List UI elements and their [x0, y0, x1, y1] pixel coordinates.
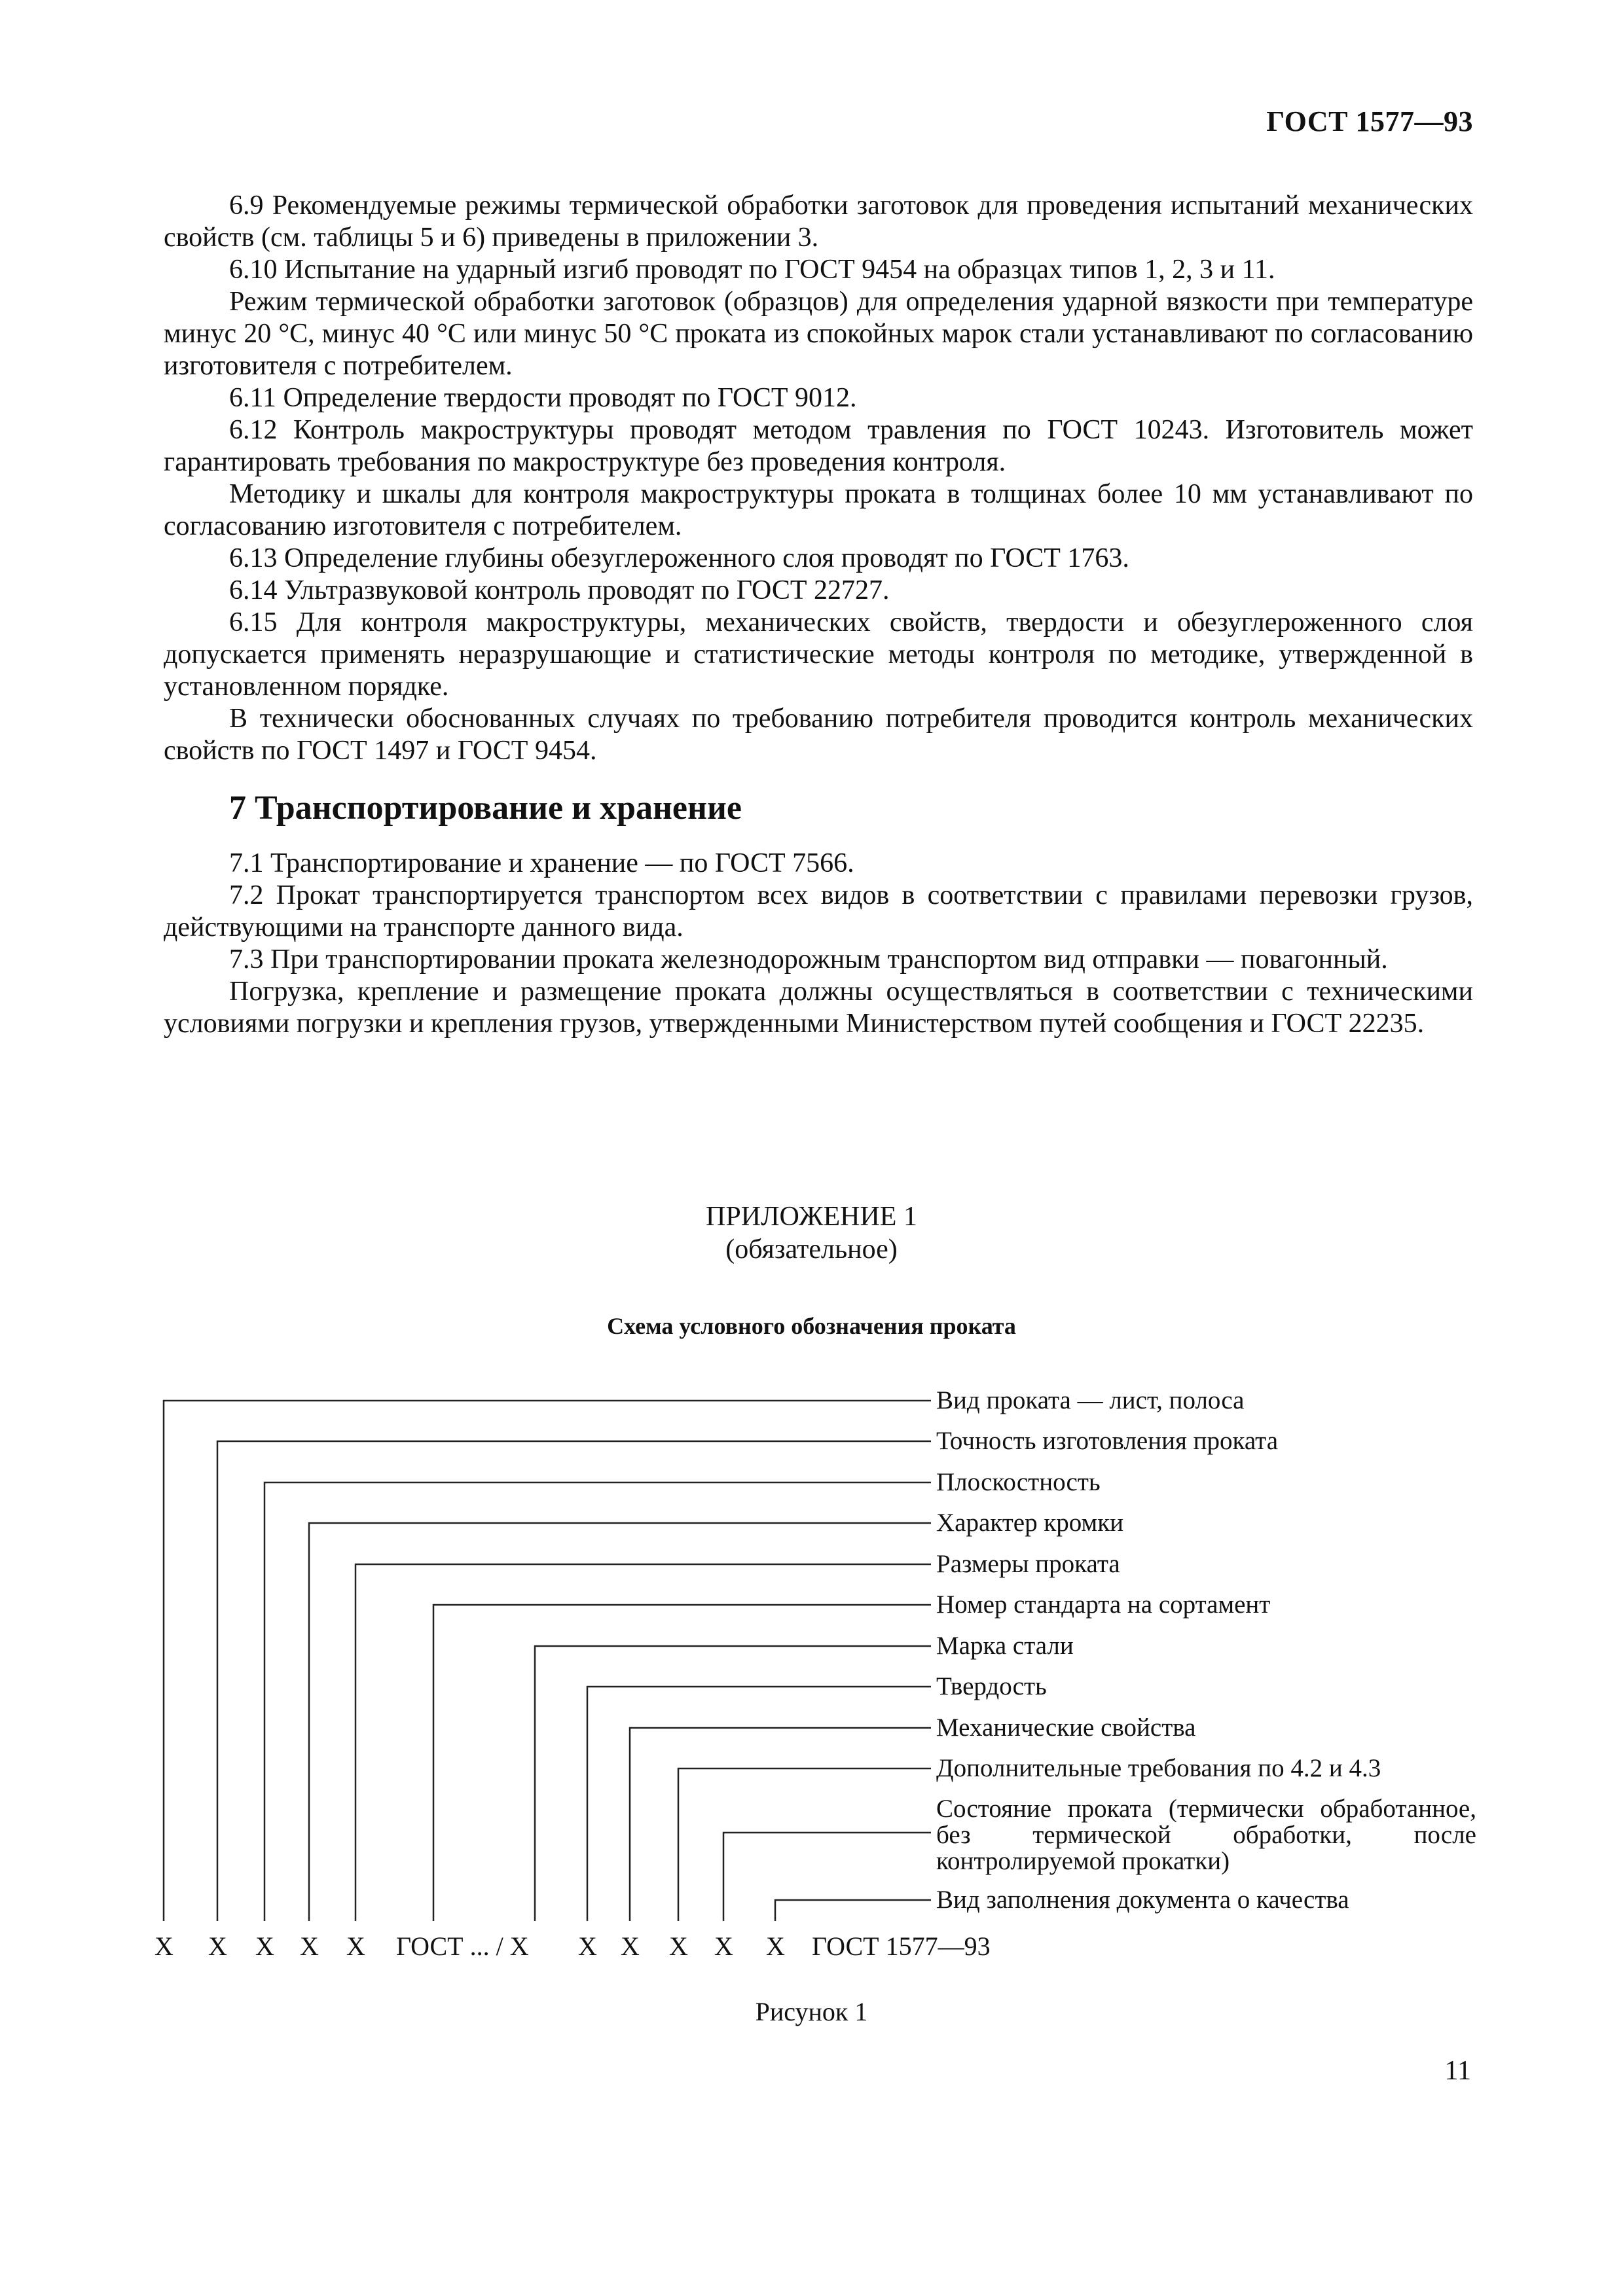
scheme-label: Механические свойства — [936, 1713, 1196, 1742]
code-token: Х — [621, 1931, 640, 1961]
paragraph: 6.12 Контроль макроструктуры проводят методом травления по ГОСТ 10243. Изготовитель может гарантировать требования по макроструктуре без проведения контроля. — [164, 415, 1473, 477]
paragraph: Методику и шкалы для контроля макроструктуры проката в толщинах более 10 мм устанавливают по согласованию изготовителя с потребителем. — [164, 479, 1473, 541]
code-token: Х — [208, 1931, 227, 1961]
paragraph: 7.1 Транспортирование и хранение — по ГОСТ 7566. — [229, 848, 854, 878]
paragraph: Режим термической обработки заготовок (образцов) для определения ударной вязкости при температуре минус 20 °С, минус 40 °С или минус 50 °С проката из спокойных марок стали устанавливают по согласованию изготовителя с потребителем. — [164, 287, 1473, 381]
code-token: Х — [300, 1931, 319, 1961]
figure-caption: Рисунок 1 — [755, 1997, 868, 2026]
scheme-connector — [356, 1564, 931, 1921]
paragraph: 7.2 Прокат транспортируется транспортом всех видов в соответствии с правилами перевозки грузов, действующими на транспорте данного вида. — [164, 880, 1473, 942]
code-token: ГОСТ ... / Х — [396, 1931, 529, 1961]
scheme-label: Характер кромки — [936, 1509, 1124, 1537]
scheme-connector — [217, 1441, 931, 1921]
scheme-connector — [264, 1482, 931, 1921]
code-token: Х — [155, 1931, 173, 1961]
scheme-label: Состояние проката (термически обработанное, без термической обработки, после контролируемой прокатки) — [936, 1795, 1476, 1875]
paragraph: 6.13 Определение глубины обезуглероженного слоя проводят по ГОСТ 1763. — [229, 543, 1129, 573]
paragraph: 6.10 Испытание на ударный изгиб проводят по ГОСТ 9454 на образцах типов 1, 2, 3 и 11. — [229, 255, 1275, 285]
code-token: Х — [255, 1931, 274, 1961]
scheme-label: Номер стандарта на сортамент — [936, 1590, 1271, 1619]
scheme-connector — [678, 1768, 931, 1921]
scheme-connector — [587, 1687, 931, 1921]
scheme-connector — [630, 1728, 931, 1921]
code-token: Х — [346, 1931, 365, 1961]
appendix-subtitle: (обязательное) — [725, 1234, 898, 1265]
scheme-connector — [723, 1833, 931, 1921]
scheme-connector — [309, 1523, 931, 1921]
scheme-title: Схема условного обозначения проката — [607, 1313, 1016, 1339]
scheme-label: Плоскостность — [936, 1468, 1101, 1496]
code-token: Х — [578, 1931, 597, 1961]
code-token: Х — [714, 1931, 733, 1961]
paragraph: 6.15 Для контроля макроструктуры, механических свойств, твердости и обезуглероженного слоя допускается применять неразрушающие и статистические методы контроля по методике, утвержденной в установленном порядке. — [164, 607, 1473, 702]
paragraph: В технически обоснованных случаях по требованию потребителя проводится контроль механических свойств по ГОСТ 1497 и ГОСТ 9454. — [164, 704, 1473, 766]
scheme-label: Размеры проката — [936, 1550, 1120, 1578]
paragraph: 6.9 Рекомендуемые режимы термической обработки заготовок для проведения испытаний механических свойств (см. таблицы 5 и 6) приведены в приложении 3. — [164, 190, 1473, 253]
paragraph: Погрузка, крепление и размещение проката должны осуществляться в соответствии с техническими условиями погрузки и крепления грузов, утвержденными Министерством путей сообщения и ГОСТ 22235. — [164, 977, 1473, 1039]
scheme-label: Марка стали — [936, 1632, 1074, 1660]
scheme-connector — [775, 1900, 931, 1921]
scheme-connector — [433, 1605, 931, 1921]
scheme-label: Вид проката — лист, полоса — [936, 1386, 1245, 1414]
paragraph: 6.11 Определение твердости проводят по ГОСТ 9012. — [229, 383, 857, 413]
paragraph: 6.14 Ультразвуковой контроль проводят по ГОСТ 22727. — [229, 575, 890, 605]
code-token: ГОСТ 1577—93 — [812, 1931, 991, 1961]
scheme-connector — [164, 1401, 931, 1921]
appendix-title: ПРИЛОЖЕНИЕ 1 — [706, 1202, 917, 1232]
code-token: Х — [766, 1931, 785, 1961]
code-token: Х — [669, 1931, 688, 1961]
document-header-code: ГОСТ 1577—93 — [1266, 105, 1473, 137]
section-7-heading: 7 Транспортирование и хранение — [229, 789, 742, 827]
scheme-label: Дополнительные требования по 4.2 и 4.3 — [936, 1754, 1381, 1782]
scheme-label: Твердость — [936, 1672, 1047, 1700]
scheme-label: Точность изготовления проката — [936, 1427, 1279, 1455]
page-number: 11 — [1444, 2056, 1471, 2086]
paragraph: 7.3 При транспортировании проката железнодорожным транспортом вид отправки — повагонный. — [229, 944, 1388, 975]
scheme-label: Вид заполнения документа о качества — [936, 1886, 1349, 1914]
